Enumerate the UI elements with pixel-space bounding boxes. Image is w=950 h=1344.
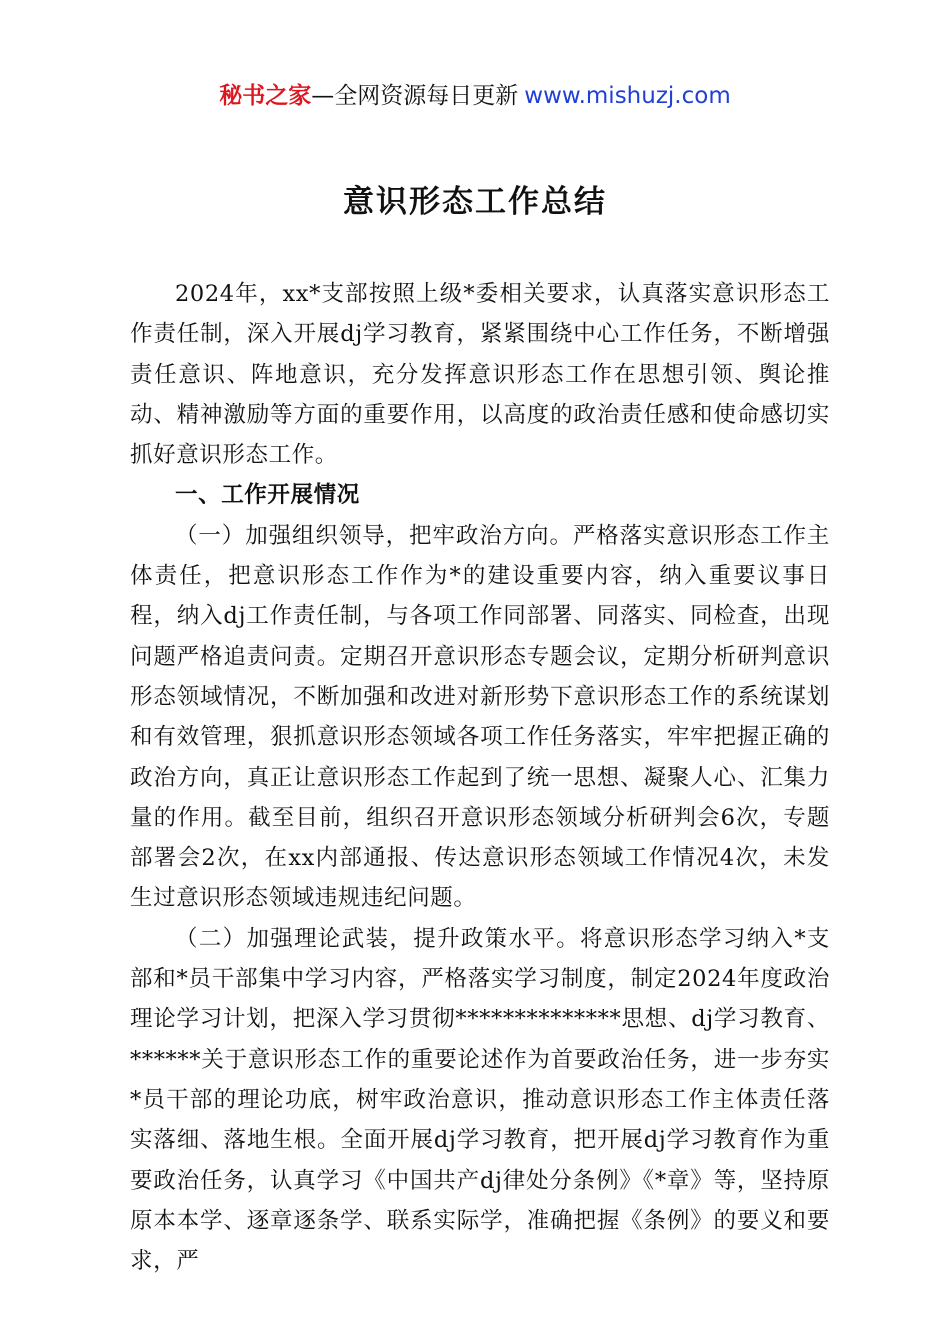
site-header [0, 80, 950, 112]
document-body [130, 274, 830, 1281]
site-url-link[interactable]: www.mishuzj.com [524, 83, 731, 109]
document-title: 意识形态工作总结 [343, 184, 607, 220]
section-heading: 一、工作开展情况 [175, 482, 360, 509]
site-brand: 秘书之家 [219, 83, 312, 109]
site-slogan: —全网资源每日更新 [311, 83, 519, 109]
intro-paragraph: 2024年，xx*支部按照上级*委相关要求，认真落实意识形态工作责任制，深入开展dj学习教育，紧紧围绕中心工作任务，不断增强责任意识、阵地意识，充分发挥意识形态工作在思想引领、舆论推动、精神激励等方面的重要作用，以高度的政治责任感和使命感切实抓好意识形态工作。 [130, 281, 830, 469]
body-paragraph-1: （一）加强组织领导，把牢政治方向。严格落实意识形态工作主体责任，把意识形态工作作为*的建设重要内容，纳入重要议事日程，纳入dj工作责任制，与各项工作同部署、同落实、同检查，出现问题严格追责问责。定期召开意识形态专题会议，定期分析研判意识形态领域情况，不断加强和改进对新形势下意识形态工作的系统谋划和有效管理，狠抓意识形态领域各项工作任务落实，牢牢把握正确的政治方向，真正让意识形态工作起到了统一思想、凝聚人心、汇集力量的作用。截至目前，组织召开意识形态领域分析研判会6次，专题部署会2次，在xx内部通报、传达意识形态领域工作情况4次，未发生过意识形态领域违规违纪问题。 [130, 522, 830, 912]
body-paragraph-2: （二）加强理论武装，提升政策水平。将意识形态学习纳入*支部和*员干部集中学习内容，严格落实学习制度，制定2024年度政治理论学习计划，把深入学习贯彻**************思想、dj学习教育、******关于意识形态工作的重要论述作为首要政治任务，进一步夯实*员干部的理论功底，树牢政治意识，推动意识形态工作主体责任落实落细、落地生根。全面开展dj学习教育，把开展dj学习教育作为重要政治任务，认真学习《中国共产dj律处分条例》《*章》等，坚持原原本本学、逐章逐条学、联系实际学，准确把握《条例》的要义和要求，严 [130, 925, 830, 1275]
